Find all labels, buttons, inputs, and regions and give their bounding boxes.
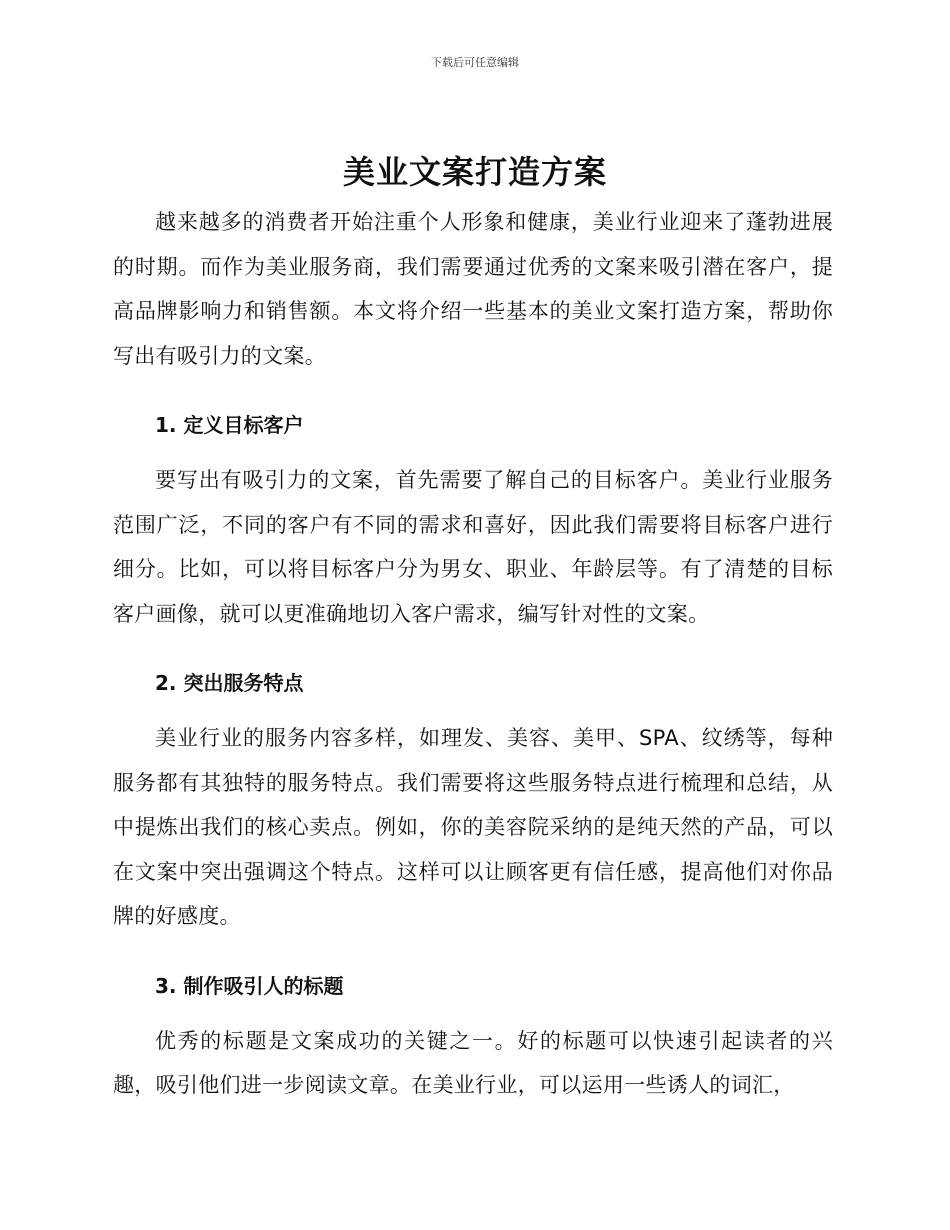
section-body-2: 美业行业的服务内容多样，如理发、美容、美甲、SPA、纹绣等，每种服务都有其独特的服务特点。我们需要将这些服务特点进行梳理和总结，从中提炼出我们的核心卖点。例如，你的美容院采纳的是纯天然的产品，可以在文案中突出强调这个特点。这样可以让顾客更有信任感，提高他们对你品牌的好感度。 (113, 726, 833, 928)
intro-paragraph: 越来越多的消费者开始注重个人形象和健康，美业行业迎来了蓬勃进展的时期。而作为美业服务商，我们需要通过优秀的文案来吸引潜在客户，提高品牌影响力和销售额。本文将介绍一些基本的美业文案打造方案，帮助你写出有吸引力的文案。 (113, 210, 833, 368)
section-body-3: 优秀的标题是文案成功的关键之一。好的标题可以快速引起读者的兴趣，吸引他们进一步阅读文章。在美业行业，可以运用一些诱人的词汇， (113, 1028, 833, 1097)
section-heading-2: 2. 突出服务特点 (155, 671, 304, 695)
document-title: 美业文案打造方案 (342, 153, 607, 191)
document-body (113, 200, 833, 1108)
section-body-1: 要写出有吸引力的文案，首先需要了解自己的目标客户。美业行业服务范围广泛，不同的客户有不同的需求和喜好，因此我们需要将目标客户进行细分。比如，可以将目标客户分为男女、职业、年龄层等。有了清楚的目标客户画像，就可以更准确地切入客户需求，编写针对性的文案。 (113, 468, 833, 626)
section-heading-3: 3. 制作吸引人的标题 (155, 973, 344, 998)
header-note: 下载后可任意编辑 (431, 56, 519, 69)
section-heading-1: 1. 定义目标客户 (155, 413, 304, 437)
